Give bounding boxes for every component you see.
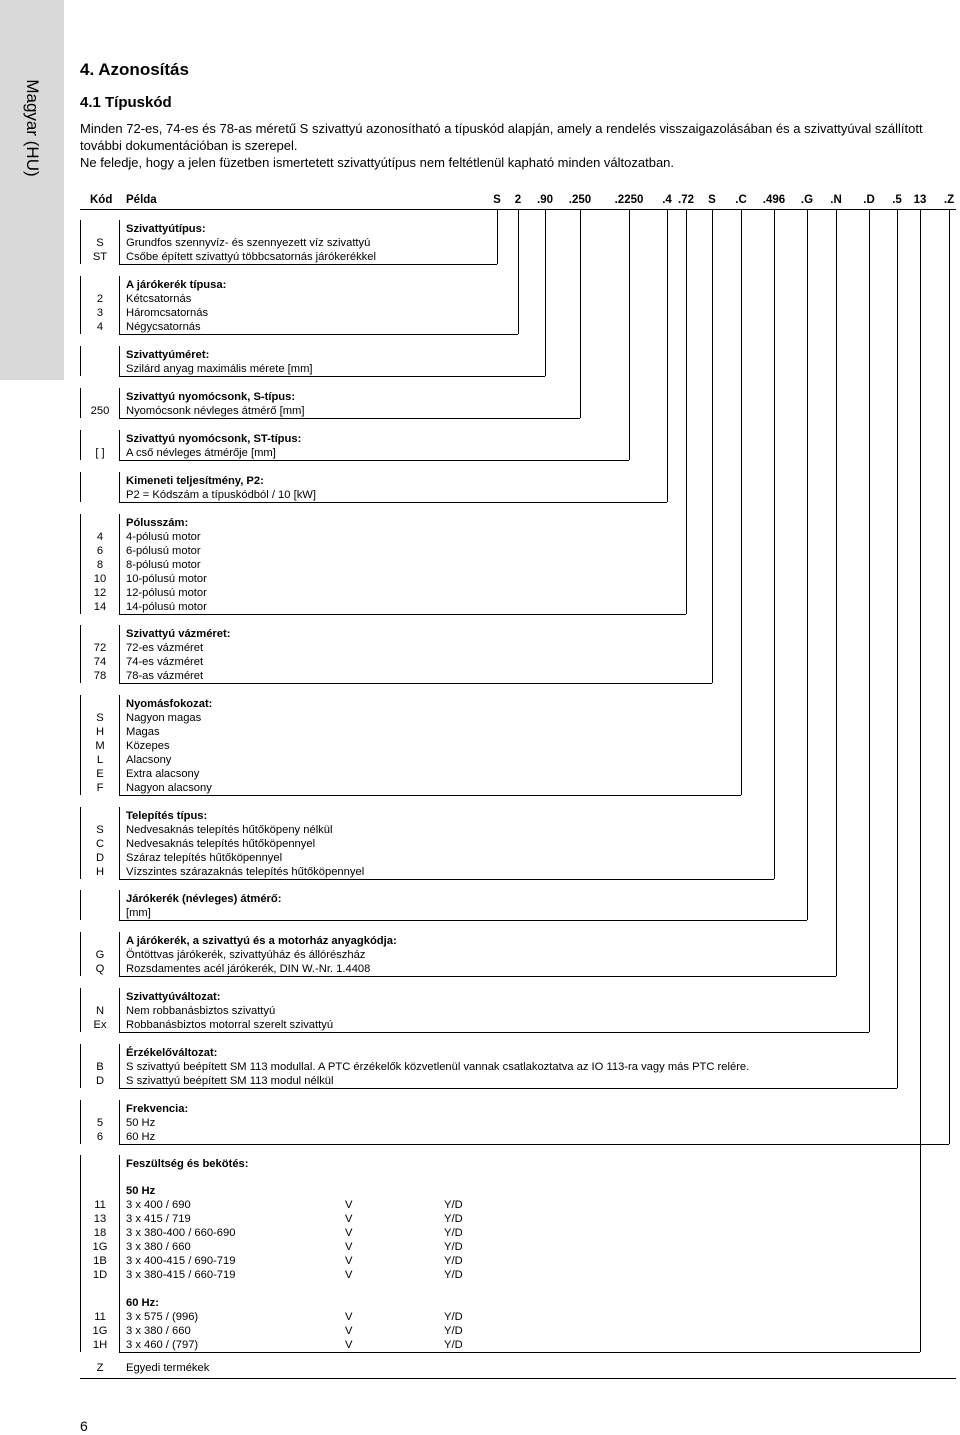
option-code: 12 <box>93 587 107 599</box>
group-bracket-left <box>80 1044 81 1088</box>
option-description: Extra alacsony <box>126 768 200 780</box>
group-title: Pólusszám: <box>126 517 189 529</box>
group-connector <box>119 502 667 503</box>
group-bracket-left <box>80 220 81 264</box>
voltage-value: 3 x 400-415 / 690-719 <box>126 1255 236 1267</box>
option-description: Háromcsatornás <box>126 307 209 319</box>
group-title: Telepítés típus: <box>126 810 208 822</box>
group-title: Szivattyútípus: <box>126 223 206 235</box>
connection-type: Y/D <box>444 1311 463 1323</box>
group-bracket-left <box>80 472 81 502</box>
option-code: ST <box>92 251 108 263</box>
option-description: [mm] <box>126 907 151 919</box>
voltage-value: 3 x 460 / (797) <box>126 1339 199 1351</box>
connection-type: Y/D <box>444 1255 463 1267</box>
option-description: Robbanásbiztos motorral szerelt szivattyú <box>126 1019 334 1031</box>
option-code: 14 <box>93 601 107 613</box>
connection-type: Y/D <box>444 1199 463 1211</box>
group-connector <box>119 614 686 615</box>
example-drop-line <box>518 210 519 334</box>
group-bracket-left <box>80 276 81 334</box>
voltage-value: 3 x 380 / 660 <box>126 1241 191 1253</box>
connection-type: Y/D <box>444 1325 463 1337</box>
voltage-bracket-right <box>119 1155 120 1352</box>
group-bracket-right <box>119 388 120 418</box>
voltage-unit: V <box>345 1255 353 1267</box>
example-code-segment: .90 <box>537 194 553 206</box>
option-description: S szivattyú beépített SM 113 modullal. A PTC érzékelők közvetlenül vannak csatlakoztatva az IO 113-ra vagy más PTC relére. <box>126 1061 750 1073</box>
group-bracket-right <box>119 695 120 795</box>
group-title: Nyomásfokozat: <box>126 698 213 710</box>
group-title: Szivattyú vázméret: <box>126 628 231 640</box>
voltage-value: 3 x 415 / 719 <box>126 1213 191 1225</box>
intro-text <box>80 120 950 171</box>
group-bracket-left <box>80 388 81 418</box>
group-connector <box>119 879 774 880</box>
group-bracket-left <box>80 346 81 376</box>
example-drop-line <box>686 210 687 614</box>
example-drop-line <box>897 210 898 1088</box>
voltage-code: 11 <box>94 1311 106 1323</box>
group-connector <box>119 683 712 684</box>
group-bracket-left <box>80 625 81 683</box>
example-drop-line <box>949 210 950 1144</box>
option-code: 78 <box>93 670 107 682</box>
voltage-title: Feszültség és bekötés: <box>126 1158 249 1170</box>
group-bracket-left <box>80 890 81 920</box>
group-bracket-right <box>119 276 120 334</box>
intro-paragraph: Ne feledje, hogy a jelen füzetben ismertetett szivattyútípus nem feltétlenül kapható minden változatban. <box>80 155 675 170</box>
group-connector <box>119 1088 897 1089</box>
example-code-segment: S <box>708 194 716 206</box>
group-bracket-right <box>119 472 120 502</box>
group-title: A járókerék típusa: <box>126 279 227 291</box>
group-bracket-right <box>119 1044 120 1088</box>
voltage-value: 3 x 380-400 / 660-690 <box>126 1227 236 1239</box>
option-description: 10-pólusú motor <box>126 573 207 585</box>
option-code: 6 <box>96 545 104 557</box>
option-description: P2 = Kódszám a típuskódból / 10 [kW] <box>126 489 316 501</box>
connection-type: Y/D <box>444 1269 463 1281</box>
example-code-segment: .4 <box>662 194 672 206</box>
option-code: Ex <box>93 1019 107 1031</box>
group-connector <box>119 976 836 977</box>
option-code: S <box>96 712 104 724</box>
example-column-header: Példa <box>126 194 157 206</box>
group-title: Szivattyú nyomócsonk, ST-típus: <box>126 433 302 445</box>
page-number: 6 <box>80 1418 88 1434</box>
language-side-tab <box>0 0 64 380</box>
group-bracket-right <box>119 430 120 460</box>
group-connector <box>119 418 580 419</box>
option-description: Száraz telepítés hűtőköpennyel <box>126 852 283 864</box>
option-description: 12-pólusú motor <box>126 587 207 599</box>
example-code-segment: .250 <box>568 194 592 206</box>
example-code-segment: .72 <box>678 194 694 206</box>
option-description: Kétcsatornás <box>126 293 192 305</box>
option-description: Szilárd anyag maximális mérete [mm] <box>126 363 313 375</box>
option-code: N <box>95 1005 105 1017</box>
voltage-connector <box>119 1352 920 1353</box>
option-code: 4 <box>96 531 104 543</box>
option-description: Nagyon alacsony <box>126 782 212 794</box>
group-title: Járókerék (névleges) átmérő: <box>126 893 282 905</box>
option-description: 8-pólusú motor <box>126 559 201 571</box>
group-bracket-right <box>119 220 120 264</box>
option-code: B <box>96 1061 104 1073</box>
voltage-unit: V <box>345 1213 353 1225</box>
subsection-title: 4.1 Típuskód <box>80 94 172 111</box>
group-bracket-left <box>80 695 81 795</box>
option-description: Nagyon magas <box>126 712 202 724</box>
option-code: S <box>96 237 104 249</box>
connection-type: Y/D <box>444 1227 463 1239</box>
voltage-value: 3 x 400 / 690 <box>126 1199 191 1211</box>
group-title: Frekvencia: <box>126 1103 189 1115</box>
connection-type: Y/D <box>444 1213 463 1225</box>
group-bracket-left <box>80 514 81 614</box>
example-drop-line <box>667 210 668 502</box>
option-description: Nyomócsonk névleges átmérő [mm] <box>126 405 305 417</box>
option-code: 74 <box>93 656 107 668</box>
example-code-segment: .G <box>800 194 814 206</box>
option-description: Nedvesaknás telepítés hűtőköpennyel <box>126 838 316 850</box>
group-bracket-right <box>119 988 120 1032</box>
group-connector <box>119 376 545 377</box>
option-description: 6-pólusú motor <box>126 545 201 557</box>
option-description: Nedvesaknás telepítés hűtőköpeny nélkül <box>126 824 333 836</box>
example-code-segment: 13 <box>913 194 927 206</box>
example-code-segment: .5 <box>892 194 902 206</box>
option-code: L <box>96 754 104 766</box>
option-code: E <box>96 768 104 780</box>
group-connector <box>119 264 497 265</box>
group-bracket-left <box>80 932 81 976</box>
group-bracket-left <box>80 430 81 460</box>
option-code: 2 <box>96 293 104 305</box>
option-description: 78-as vázméret <box>126 670 204 682</box>
group-connector <box>119 795 741 796</box>
voltage-unit: V <box>345 1227 353 1239</box>
example-drop-line <box>774 210 775 879</box>
voltage-code: 1H <box>92 1339 108 1351</box>
group-title: A járókerék, a szivattyú és a motorház anyagkódja: <box>126 935 397 947</box>
example-drop-line <box>741 210 742 795</box>
voltage-unit: V <box>345 1241 353 1253</box>
option-description: Magas <box>126 726 160 738</box>
group-bracket-right <box>119 932 120 976</box>
voltage-code: 1B <box>93 1255 107 1267</box>
option-description: 74-es vázméret <box>126 656 204 668</box>
option-code: 3 <box>96 307 104 319</box>
example-code-segment: .Z <box>943 194 955 206</box>
language-label: Magyar (HU) <box>23 79 42 177</box>
group-bracket-right <box>119 514 120 614</box>
voltage-unit: V <box>345 1311 353 1323</box>
option-code: H <box>95 866 105 878</box>
option-code: M <box>95 740 105 752</box>
group-bracket-right <box>119 346 120 376</box>
option-code: 6 <box>96 1131 104 1143</box>
voltage-unit: V <box>345 1199 353 1211</box>
option-code: Q <box>95 963 105 975</box>
option-code: 5 <box>96 1117 104 1129</box>
option-description: 72-es vázméret <box>126 642 204 654</box>
voltage-value: 3 x 380 / 660 <box>126 1325 191 1337</box>
group-title: Szivattyúméret: <box>126 349 210 361</box>
frequency-subtitle: 50 Hz <box>126 1185 156 1197</box>
example-drop-line <box>497 210 498 264</box>
option-code: D <box>95 852 105 864</box>
example-drop-line <box>712 210 713 683</box>
option-description: Grundfos szennyvíz- és szennyezett víz szivattyú <box>126 237 371 249</box>
group-bracket-right <box>119 625 120 683</box>
option-code: 8 <box>96 559 104 571</box>
intro-paragraph: Minden 72-es, 74-es és 78-as méretű S szivattyú azonosítható a típuskód alapján, amely a rendelés visszaigazolásában és a szivattyúval szállított további dokumentációban is szerepel. <box>80 121 923 153</box>
group-title: Szivattyúváltozat: <box>126 991 221 1003</box>
option-code: 4 <box>96 321 104 333</box>
option-description: Rozsdamentes acél járókerék, DIN W.-Nr. 1.4408 <box>126 963 371 975</box>
option-description: 60 Hz <box>126 1131 156 1143</box>
voltage-code: 11 <box>94 1199 106 1211</box>
example-code-segment: 2 <box>514 194 522 206</box>
option-description: Négycsatornás <box>126 321 201 333</box>
option-code: C <box>95 838 105 850</box>
group-title: Szivattyú nyomócsonk, S-típus: <box>126 391 296 403</box>
example-code-segment: .N <box>830 194 842 206</box>
group-bracket-right <box>119 807 120 879</box>
option-description: Egyedi termékek <box>126 1362 210 1374</box>
group-connector <box>119 920 807 921</box>
voltage-value: 3 x 380-415 / 660-719 <box>126 1269 236 1281</box>
connection-type: Y/D <box>444 1339 463 1351</box>
voltage-code: 13 <box>93 1213 107 1225</box>
example-code-segment: .496 <box>762 194 786 206</box>
option-description: Öntöttvas járókerék, szivattyúház és állórészház <box>126 949 366 961</box>
example-drop-line <box>920 210 921 1352</box>
group-bracket-right <box>119 890 120 920</box>
option-code: 250 <box>90 405 110 417</box>
voltage-code: 1D <box>92 1269 108 1281</box>
code-column-header: Kód <box>90 194 113 206</box>
option-description: 4-pólusú motor <box>126 531 201 543</box>
option-description: A cső névleges átmérője [mm] <box>126 447 276 459</box>
option-description: 14-pólusú motor <box>126 601 207 613</box>
group-connector <box>119 334 518 335</box>
group-connector <box>119 1032 869 1033</box>
example-drop-line <box>629 210 630 460</box>
voltage-unit: V <box>345 1269 353 1281</box>
option-description: S szivattyú beépített SM 113 modul nélkül <box>126 1075 334 1087</box>
example-code-segment: .D <box>863 194 875 206</box>
group-connector <box>119 460 629 461</box>
frequency-subtitle: 60 Hz: <box>126 1297 159 1309</box>
group-title: Kimeneti teljesítmény, P2: <box>126 475 264 487</box>
group-bracket-left <box>80 1100 81 1144</box>
group-bracket-left <box>80 807 81 879</box>
voltage-code: 1G <box>92 1241 108 1253</box>
option-code: G <box>95 949 105 961</box>
example-drop-line <box>545 210 546 376</box>
connection-type: Y/D <box>444 1241 463 1253</box>
option-description: Nem robbanásbiztos szivattyú <box>126 1005 276 1017</box>
voltage-unit: V <box>345 1325 353 1337</box>
option-description: Vízszintes szárazaknás telepítés hűtőköpennyel <box>126 866 365 878</box>
example-drop-line <box>580 210 581 418</box>
voltage-unit: V <box>345 1339 353 1351</box>
option-code: S <box>96 824 104 836</box>
example-code-segment: .2250 <box>614 194 644 206</box>
option-description: Alacsony <box>126 754 172 766</box>
example-code-segment: S <box>493 194 501 206</box>
group-connector <box>119 1144 949 1145</box>
example-drop-line <box>869 210 870 1032</box>
section-title: 4. Azonosítás <box>80 60 189 79</box>
option-code: D <box>95 1075 105 1087</box>
example-drop-line <box>807 210 808 920</box>
option-code: 10 <box>93 573 107 585</box>
option-description: Csőbe épített szivattyú többcsatornás járókerékkel <box>126 251 376 263</box>
option-description: Közepes <box>126 740 170 752</box>
special-connector <box>80 1378 956 1379</box>
voltage-code: 1G <box>92 1325 108 1337</box>
option-code: [ ] <box>95 447 105 459</box>
example-code-segment: .C <box>735 194 747 206</box>
group-bracket-left <box>80 988 81 1032</box>
option-code: F <box>96 782 104 794</box>
option-code: Z <box>96 1362 104 1374</box>
option-description: 50 Hz <box>126 1117 156 1129</box>
option-code: H <box>95 726 105 738</box>
group-title: Érzékelőváltozat: <box>126 1047 218 1059</box>
voltage-code: 18 <box>93 1227 107 1239</box>
voltage-value: 3 x 575 / (996) <box>126 1311 199 1323</box>
option-code: 72 <box>93 642 107 654</box>
example-drop-line <box>836 210 837 976</box>
group-bracket-right <box>119 1100 120 1144</box>
